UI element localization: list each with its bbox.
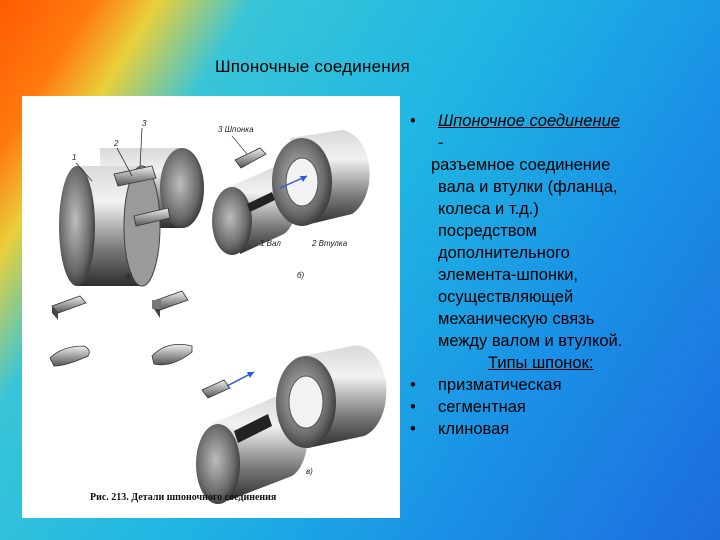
figure-a-assembly bbox=[59, 119, 204, 286]
definition-line: между валом и втулкой. bbox=[438, 332, 623, 350]
definition-line: элемента-шпонки, bbox=[438, 266, 579, 284]
definition-line: вала и втулки (фланца, bbox=[438, 178, 618, 196]
bullet-icon: • bbox=[410, 376, 416, 394]
figure-panel bbox=[22, 96, 400, 518]
key-joint-illustration bbox=[22, 96, 400, 518]
bullet-icon: • bbox=[410, 112, 416, 130]
definition-line: посредством bbox=[438, 222, 537, 240]
slide-title: Шпоночные соединения bbox=[215, 57, 410, 76]
definition-line: разъемное соединение bbox=[431, 156, 611, 174]
figure-v-exploded bbox=[196, 346, 386, 504]
types-header: Типы шпонок: bbox=[488, 354, 594, 372]
label-v: в) bbox=[306, 467, 313, 476]
bullet-icon: • bbox=[410, 420, 416, 438]
definition-line: дополнительного bbox=[438, 244, 570, 262]
key-types bbox=[50, 291, 192, 366]
definition-term: Шпоночное соединение bbox=[438, 112, 620, 130]
figure-b-exploded bbox=[212, 125, 370, 280]
label-shaft: 1 Вал bbox=[260, 239, 281, 248]
type-label: клиновая bbox=[438, 420, 510, 438]
label-a: а) bbox=[125, 271, 133, 280]
label-1: 1 bbox=[72, 153, 77, 162]
definition-line: механическую связь bbox=[438, 310, 595, 328]
label-2: 2 bbox=[114, 139, 119, 148]
definition-bullet bbox=[410, 110, 710, 132]
label-3: 3 bbox=[142, 119, 147, 128]
bullet-icon: • bbox=[410, 398, 416, 416]
figure-caption: Рис. 213. Детали шпоночного соединения bbox=[90, 492, 277, 503]
label-bushing: 2 Втулка bbox=[312, 239, 348, 248]
definition-line: колеса и т.д.) bbox=[438, 200, 539, 218]
type-item bbox=[410, 396, 710, 418]
type-item bbox=[410, 374, 710, 396]
label-b: б) bbox=[297, 271, 305, 280]
text-column bbox=[410, 110, 710, 440]
type-item bbox=[410, 418, 710, 440]
definition-line: осуществляющей bbox=[438, 288, 574, 306]
type-label: сегментная bbox=[438, 398, 526, 416]
label-key: 3 Шпонка bbox=[218, 125, 254, 134]
type-label: призматическая bbox=[438, 376, 562, 394]
definition-dash: - bbox=[438, 134, 444, 152]
